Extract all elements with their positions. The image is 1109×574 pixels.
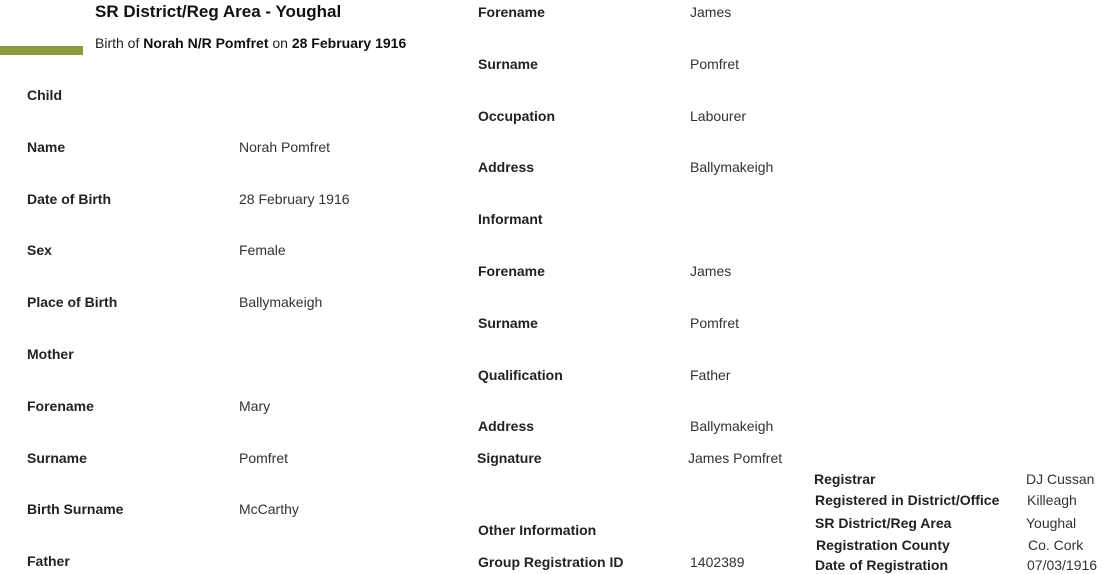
child-pob-value: Ballymakeigh: [239, 294, 323, 310]
group-registration-id-value: 1402389: [690, 554, 745, 570]
child-name-value: Norah Pomfret: [239, 139, 331, 155]
child-dob-value: 28 February 1916: [239, 191, 350, 207]
section-father: Father: [27, 553, 70, 569]
child-sex-label: Sex: [27, 242, 52, 258]
subtitle-date: 28 February 1916: [291, 35, 407, 51]
mother-surname-value: Pomfret: [239, 450, 289, 466]
informant-surname-label: Surname: [478, 315, 538, 331]
child-name-label: Name: [27, 139, 66, 155]
child-dob-label: Date of Birth: [27, 191, 111, 207]
father-address-label: Address: [478, 159, 535, 175]
section-mother: Mother: [27, 346, 74, 362]
mother-forename-label: Forename: [27, 398, 94, 414]
father-address-value: Ballymakeigh: [690, 159, 774, 175]
father-forename-label: Forename: [478, 4, 545, 20]
mother-surname-label: Surname: [27, 450, 87, 466]
registrar-value: DJ Cussan: [1026, 471, 1095, 487]
informant-qualification-value: Father: [690, 367, 731, 383]
subtitle-name: Norah N/R Pomfret: [143, 35, 269, 51]
section-child: Child: [27, 87, 62, 103]
father-occupation-label: Occupation: [478, 108, 556, 124]
mother-birth-surname-value: McCarthy: [239, 501, 299, 517]
informant-address-value: Ballymakeigh: [690, 418, 774, 434]
registrar-label: Registrar: [814, 471, 876, 487]
page-title: SR District/Reg Area - Youghal: [95, 2, 342, 21]
section-other-information: Other Information: [478, 522, 597, 538]
registration-county-label: Registration County: [816, 537, 950, 553]
father-forename-value: James: [690, 4, 732, 20]
informant-qualification-label: Qualification: [478, 367, 563, 383]
subtitle-prefix: Birth of: [95, 35, 144, 51]
registered-district-value: Killeagh: [1027, 492, 1077, 508]
informant-forename-label: Forename: [478, 263, 545, 279]
father-surname-label: Surname: [478, 56, 538, 72]
mother-forename-value: Mary: [239, 398, 271, 414]
mother-birth-surname-label: Birth Surname: [27, 501, 124, 517]
page-subtitle: [95, 35, 406, 51]
informant-surname-value: Pomfret: [690, 315, 740, 331]
date-of-registration-label: Date of Registration: [815, 557, 949, 573]
child-sex-value: Female: [239, 242, 286, 258]
sr-district-area-value: Youghal: [1026, 515, 1077, 531]
father-surname-value: Pomfret: [690, 56, 740, 72]
child-pob-label: Place of Birth: [27, 294, 118, 310]
informant-signature-value: James Pomfret: [688, 450, 783, 466]
father-occupation-value: Labourer: [690, 108, 747, 124]
registered-district-label: Registered in District/Office: [815, 492, 1000, 508]
informant-forename-value: James: [690, 263, 732, 279]
sr-district-area-label: SR District/Reg Area: [815, 515, 952, 531]
date-of-registration-value: 07/03/1916: [1027, 557, 1098, 573]
accent-bar: [0, 46, 83, 55]
group-registration-id-label: Group Registration ID: [478, 554, 624, 570]
section-informant: Informant: [478, 211, 543, 227]
registration-county-value: Co. Cork: [1028, 537, 1084, 553]
informant-address-label: Address: [478, 418, 535, 434]
subtitle-mid: on: [268, 35, 292, 51]
informant-signature-label: Signature: [477, 450, 542, 466]
